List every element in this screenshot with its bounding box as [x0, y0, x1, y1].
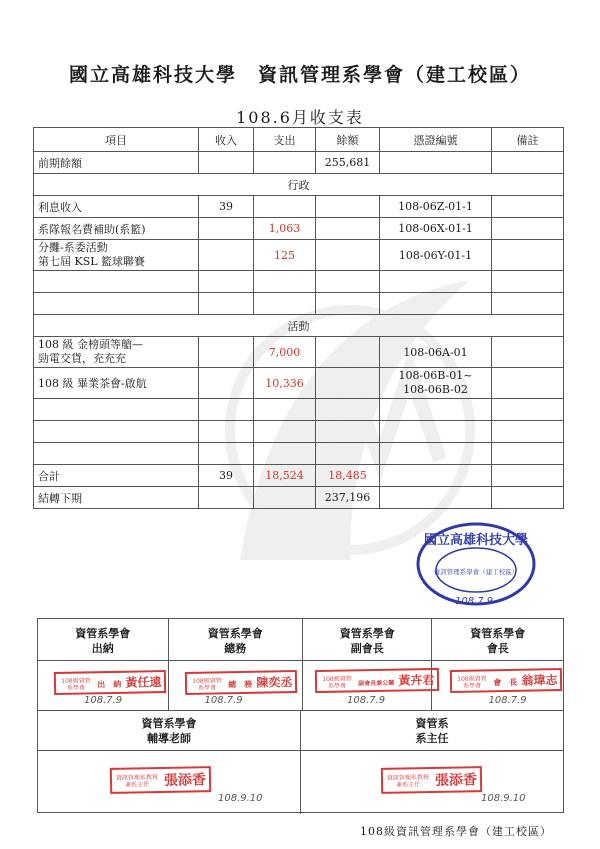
section-label: 行政	[34, 174, 564, 196]
handwritten-date: 108.7.9	[488, 695, 527, 706]
item-cell: 系隊報名費補助(系籃)	[34, 218, 199, 240]
signer-role: 出納	[91, 642, 114, 655]
empty-row	[34, 443, 564, 465]
item-cell	[34, 240, 199, 271]
signer-stamp	[381, 766, 482, 794]
stamp-cell	[38, 751, 301, 814]
signature-header-row	[38, 619, 563, 661]
signature-block	[37, 618, 564, 813]
item-cell	[34, 337, 199, 368]
stamp-title: 出 納	[97, 678, 122, 690]
seal-inner-text: 資訊管理系學會（建工校區）	[433, 568, 519, 576]
stamp-name: 張添香	[163, 772, 207, 789]
handwritten-date: 108.9.10	[218, 793, 263, 804]
item-cell: 利息收入	[34, 196, 199, 218]
stamp-title: 總 務	[227, 678, 252, 690]
stamp-org-text: 108級資管系學會	[322, 674, 352, 690]
item-line: 勁電交貨，充充充	[38, 352, 126, 365]
table-row	[34, 152, 564, 174]
seal-date: 108.7.9	[455, 596, 494, 607]
section-label: 活動	[34, 315, 564, 337]
empty-row	[34, 271, 564, 293]
expense-cell: 7,000	[254, 337, 316, 368]
item-cell: 前期餘額	[34, 152, 199, 174]
signer-stamp	[450, 668, 563, 693]
signer-org: 資管系學會	[141, 717, 197, 730]
stamp-org-text: 資訊管理系教授兼系主任	[115, 774, 159, 789]
handwritten-date: 108.7.9	[204, 695, 243, 706]
item-line: 第七屆 KSL 籃球聯賽	[38, 255, 146, 268]
signer-stamp	[54, 670, 167, 695]
signer-org: 資管系學會	[207, 627, 263, 640]
handwritten-date: 108.9.10	[481, 793, 526, 804]
balance-cell: 18,485	[316, 465, 380, 487]
stamp-cell	[303, 661, 433, 710]
signer-header	[169, 619, 303, 660]
item-cell: 合計	[34, 465, 199, 487]
income-cell: 39	[199, 196, 254, 218]
section-row	[34, 174, 564, 196]
empty-row	[34, 421, 564, 443]
footer-text: 108級資訊管理系學會（建工校區）	[360, 825, 552, 838]
item-line: 分攤-系委活動	[38, 241, 108, 254]
voucher-cell: 108-06X-01-1	[380, 218, 492, 240]
signer-org: 資管系學會	[339, 627, 395, 640]
handwritten-date: 108.7.9	[84, 695, 123, 706]
voucher-cell: 108-06A-01	[380, 337, 492, 368]
expense-cell: 10,336	[254, 368, 316, 399]
stamp-title: 會 長	[493, 676, 518, 688]
stamp-name: 黃任遠	[125, 675, 162, 690]
signer-stamp	[315, 668, 440, 693]
signer-org: 資管系	[415, 717, 449, 730]
stamp-org-text: 108級資管系學會	[61, 676, 91, 692]
stamp-org-text: 108級資管系學會	[457, 674, 488, 690]
stamp-cell	[301, 751, 563, 814]
col-header: 憑證編號	[380, 128, 492, 152]
item-cell: 108 級 畢業茶會-啟航	[34, 368, 199, 399]
table-row	[34, 196, 564, 218]
signer-role: 系主任	[415, 732, 449, 745]
col-header: 項目	[34, 128, 199, 152]
signer-header	[301, 711, 563, 750]
seal-top-text: 國立高雄科技大學	[423, 533, 529, 548]
signature-stamp-row	[38, 661, 563, 711]
table-row	[34, 368, 564, 399]
signature-stamp-row	[38, 751, 563, 814]
stamp-title: 副會長兼公關	[358, 679, 395, 688]
stamp-name: 張添香	[434, 772, 478, 789]
section-row	[34, 315, 564, 337]
signer-stamp	[184, 670, 297, 695]
table-header-row	[34, 128, 564, 152]
item-cell: 結轉下期	[34, 487, 199, 509]
voucher-line: 108-06B-01~	[398, 369, 473, 382]
signer-role: 會長	[486, 642, 509, 655]
expense-cell: 1,063	[254, 218, 316, 240]
balance-cell: 237,196	[316, 487, 380, 509]
stamp-org-text: 108級資管系學會	[191, 676, 222, 692]
income-cell: 39	[199, 465, 254, 487]
signer-org: 資管系學會	[75, 627, 131, 640]
stamp-cell	[38, 661, 169, 710]
signer-header	[38, 619, 169, 660]
ledger-table	[33, 127, 564, 509]
carry-row	[34, 487, 564, 509]
voucher-cell: 108-06Z-01-1	[380, 196, 492, 218]
voucher-cell	[380, 368, 492, 399]
signer-header	[432, 619, 563, 660]
signer-org: 資管系學會	[470, 627, 526, 640]
col-header: 支出	[254, 128, 316, 152]
empty-row	[34, 399, 564, 421]
signer-role: 總務	[224, 642, 247, 655]
voucher-line: 108-06B-02	[403, 383, 468, 396]
table-row	[34, 337, 564, 368]
stamp-cell	[432, 661, 563, 710]
handwritten-date: 108.7.9	[346, 695, 386, 706]
sheet-title: 108.6月收支表	[236, 108, 364, 127]
signer-header	[38, 711, 301, 750]
signer-header	[303, 619, 433, 660]
expense-cell: 18,524	[254, 465, 316, 487]
col-header: 備註	[492, 128, 564, 152]
stamp-name: 黃卉君	[398, 673, 435, 688]
signer-stamp	[110, 766, 211, 794]
signer-role: 副會長	[350, 642, 384, 655]
empty-row	[34, 293, 564, 315]
col-header: 餘額	[316, 128, 380, 152]
signer-role: 輔導老師	[147, 732, 191, 745]
stamp-name: 翁瑋志	[521, 673, 558, 688]
balance-cell: 255,681	[316, 152, 380, 174]
stamp-cell	[169, 661, 303, 710]
table-row	[34, 218, 564, 240]
stamp-name: 陳奕丞	[255, 675, 293, 690]
expense-cell: 125	[254, 240, 316, 271]
association-seal	[415, 520, 537, 608]
stamp-org-text: 資訊管理系教授兼系主任	[386, 774, 430, 789]
signature-header-row	[38, 711, 563, 751]
org-title: 國立高雄科技大學 資訊管理系學會（建工校區）	[68, 64, 531, 86]
voucher-cell: 108-06Y-01-1	[380, 240, 492, 271]
item-line: 108 級 金榜頭等艙—	[38, 338, 143, 351]
col-header: 收入	[199, 128, 254, 152]
table-row	[34, 240, 564, 271]
totals-row	[34, 465, 564, 487]
